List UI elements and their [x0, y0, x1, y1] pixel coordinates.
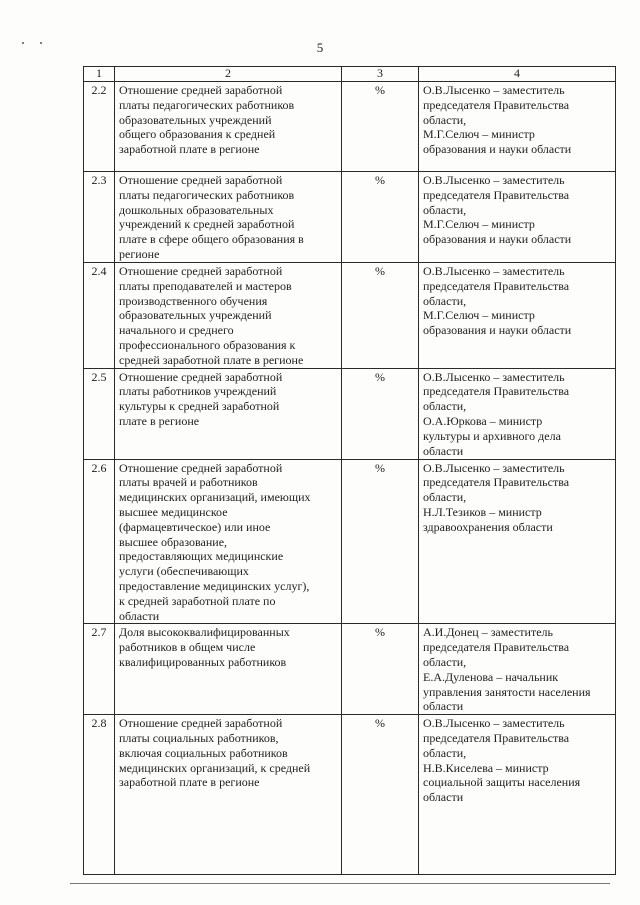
responsible-text-line: председателя Правительства	[423, 475, 570, 490]
row-number: 2.6	[84, 459, 115, 624]
indicator-text-line: культуры к средней заработной	[119, 399, 280, 414]
responsible-text-line: О.В.Лысенко – заместитель	[423, 173, 565, 187]
indicator-cell	[115, 172, 342, 263]
indicator-text-line: платы преподавателей и мастеров	[119, 278, 292, 293]
responsible-text-line: председателя Правительства	[423, 97, 570, 112]
indicator-text-line: платы педагогических работников	[119, 187, 295, 202]
column-header: 4	[419, 67, 616, 82]
responsible-text-line: М.Г.Селюч – министр	[423, 217, 535, 232]
responsible-text-line: культуры и архивного дела	[423, 428, 561, 443]
indicator-text-line: образовательных учреждений	[119, 308, 272, 323]
indicator-text-line: заработной плате в регионе	[119, 775, 260, 790]
indicator-text-line: платы работников учреждений	[119, 384, 277, 399]
responsible-text-line: области,	[423, 112, 467, 127]
indicator-text-line: Отношение средней заработной	[119, 173, 283, 187]
indicator-cell	[115, 263, 342, 369]
responsible-text-line: области	[423, 443, 464, 458]
responsible-text-line: области,	[423, 399, 467, 414]
indicator-text-line: производственного обучения	[119, 293, 268, 308]
indicator-text-line: Доля высококвалифицированных	[119, 625, 290, 640]
column-header: 3	[342, 67, 419, 82]
unit-cell: %	[342, 82, 419, 172]
responsible-text-line: социальной защиты населения	[423, 775, 581, 790]
indicator-text-line: квалифицированных работников	[119, 654, 287, 669]
indicator-text-line: Отношение средней заработной	[119, 264, 283, 278]
responsible-cell	[419, 82, 616, 172]
indicator-cell	[115, 715, 342, 875]
page-number: 5	[316, 40, 324, 55]
indicator-text-line: к средней заработной плате по	[119, 593, 276, 608]
responsible-text-line: председателя Правительства	[423, 187, 570, 202]
responsible-text-line: О.В.Лысенко – заместитель	[423, 83, 565, 97]
responsible-text-line: О.В.Лысенко – заместитель	[423, 369, 565, 384]
responsible-text-line: области,	[423, 202, 467, 217]
indicators-table	[83, 66, 616, 875]
indicator-cell	[115, 368, 342, 459]
indicator-text-line: (фармацевтическое) или иное	[119, 519, 271, 534]
indicator-text-line: начального и среднего	[119, 323, 234, 338]
responsible-text-line: О.А.Юркова – министр	[423, 413, 543, 428]
indicator-text-line: плате в регионе	[119, 413, 200, 428]
responsible-cell	[419, 715, 616, 875]
responsible-cell	[419, 459, 616, 624]
responsible-cell	[419, 368, 616, 459]
table-row	[84, 459, 616, 624]
responsible-text-line: области	[423, 699, 464, 714]
indicator-text-line: общего образования к средней	[119, 127, 276, 142]
responsible-text-line: А.И.Донец – заместитель	[423, 625, 553, 640]
row-number: 2.4	[84, 263, 115, 369]
indicator-text-line: регионе	[119, 246, 160, 261]
responsible-text-line: О.В.Лысенко – заместитель	[423, 264, 565, 278]
indicator-text-line: заработной плате в регионе	[119, 142, 260, 157]
indicator-text-line: предоставление медицинских услуг),	[119, 578, 310, 593]
indicator-text-line: платы врачей и работников	[119, 475, 258, 490]
responsible-text-line: управления занятости населения	[423, 684, 591, 699]
indicator-text-line: учреждений к средней заработной	[119, 217, 295, 232]
unit-cell: %	[342, 368, 419, 459]
table-row	[84, 82, 616, 172]
indicator-text-line: медицинских организаций, к средней	[119, 760, 311, 775]
table-row	[84, 368, 616, 459]
unit-cell: %	[342, 172, 419, 263]
responsible-text-line: образования и науки области	[423, 323, 572, 338]
indicator-cell	[115, 624, 342, 715]
indicator-text-line: Отношение средней заработной	[119, 83, 283, 97]
responsible-text-line: председателя Правительства	[423, 278, 570, 293]
responsible-text-line: Е.А.Дуленова – начальник	[423, 669, 559, 684]
column-header: 1	[84, 67, 115, 82]
table-header-row	[84, 67, 616, 82]
indicator-text-line: Отношение средней заработной	[119, 369, 283, 384]
indicator-text-line: платы социальных работников,	[119, 730, 279, 745]
scan-edge-line	[70, 883, 610, 884]
row-number: 2.3	[84, 172, 115, 263]
responsible-text-line: О.В.Лысенко – заместитель	[423, 716, 565, 731]
responsible-text-line: М.Г.Селюч – министр	[423, 308, 535, 323]
responsible-text-line: области,	[423, 293, 467, 308]
unit-cell: %	[342, 459, 419, 624]
responsible-text-line: председателя Правительства	[423, 384, 570, 399]
responsible-text-line: области,	[423, 490, 467, 505]
responsible-text-line: области	[423, 790, 464, 805]
indicator-text-line: высшее медицинское	[119, 504, 228, 519]
indicator-text-line: работников в общем числе	[119, 640, 256, 655]
scan-speck	[22, 42, 24, 44]
responsible-text-line: председателя Правительства	[423, 640, 570, 655]
indicator-text-line: Отношение средней заработной	[119, 460, 283, 475]
indicator-text-line: Отношение средней заработной	[119, 716, 283, 731]
indicator-text-line: дошкольных образовательных	[119, 202, 274, 217]
unit-cell: %	[342, 715, 419, 875]
indicator-text-line: области	[119, 608, 160, 623]
responsible-text-line: О.В.Лысенко – заместитель	[423, 460, 565, 475]
responsible-cell	[419, 172, 616, 263]
row-number: 2.7	[84, 624, 115, 715]
scan-speck	[40, 42, 42, 44]
row-number: 2.5	[84, 368, 115, 459]
responsible-cell	[419, 624, 616, 715]
table-row	[84, 172, 616, 263]
unit-cell: %	[342, 624, 419, 715]
table-row	[84, 263, 616, 369]
row-number: 2.8	[84, 715, 115, 875]
table-body	[84, 82, 616, 875]
indicator-text-line: средней заработной плате в регионе	[119, 352, 304, 367]
responsible-text-line: области,	[423, 654, 467, 669]
indicator-text-line: профессионального образования к	[119, 337, 296, 352]
indicator-text-line: услуги (обеспечивающих	[119, 564, 249, 579]
column-header: 2	[115, 67, 342, 82]
row-number: 2.2	[84, 82, 115, 172]
indicator-text-line: образовательных учреждений	[119, 112, 272, 127]
indicator-cell	[115, 82, 342, 172]
responsible-text-line: образования и науки области	[423, 142, 572, 157]
indicator-text-line: высшее образование,	[119, 534, 228, 549]
responsible-text-line: М.Г.Селюч – министр	[423, 127, 535, 142]
responsible-text-line: Н.В.Киселева – министр	[423, 760, 549, 775]
responsible-text-line: Н.Л.Тезиков – министр	[423, 504, 542, 519]
indicator-text-line: предоставляющих медицинские	[119, 549, 284, 564]
unit-cell: %	[342, 263, 419, 369]
indicator-text-line: включая социальных работников	[119, 745, 288, 760]
responsible-cell	[419, 263, 616, 369]
responsible-text-line: образования и науки области	[423, 232, 572, 247]
responsible-text-line: здравоохранения области	[423, 519, 553, 534]
indicator-text-line: медицинских организаций, имеющих	[119, 490, 311, 505]
indicator-text-line: плате в сфере общего образования в	[119, 232, 304, 247]
indicator-text-line: платы педагогических работников	[119, 97, 295, 112]
responsible-text-line: председателя Правительства	[423, 730, 570, 745]
responsible-text-line: области,	[423, 745, 467, 760]
indicator-cell	[115, 459, 342, 624]
table-row	[84, 624, 616, 715]
table-row	[84, 715, 616, 875]
